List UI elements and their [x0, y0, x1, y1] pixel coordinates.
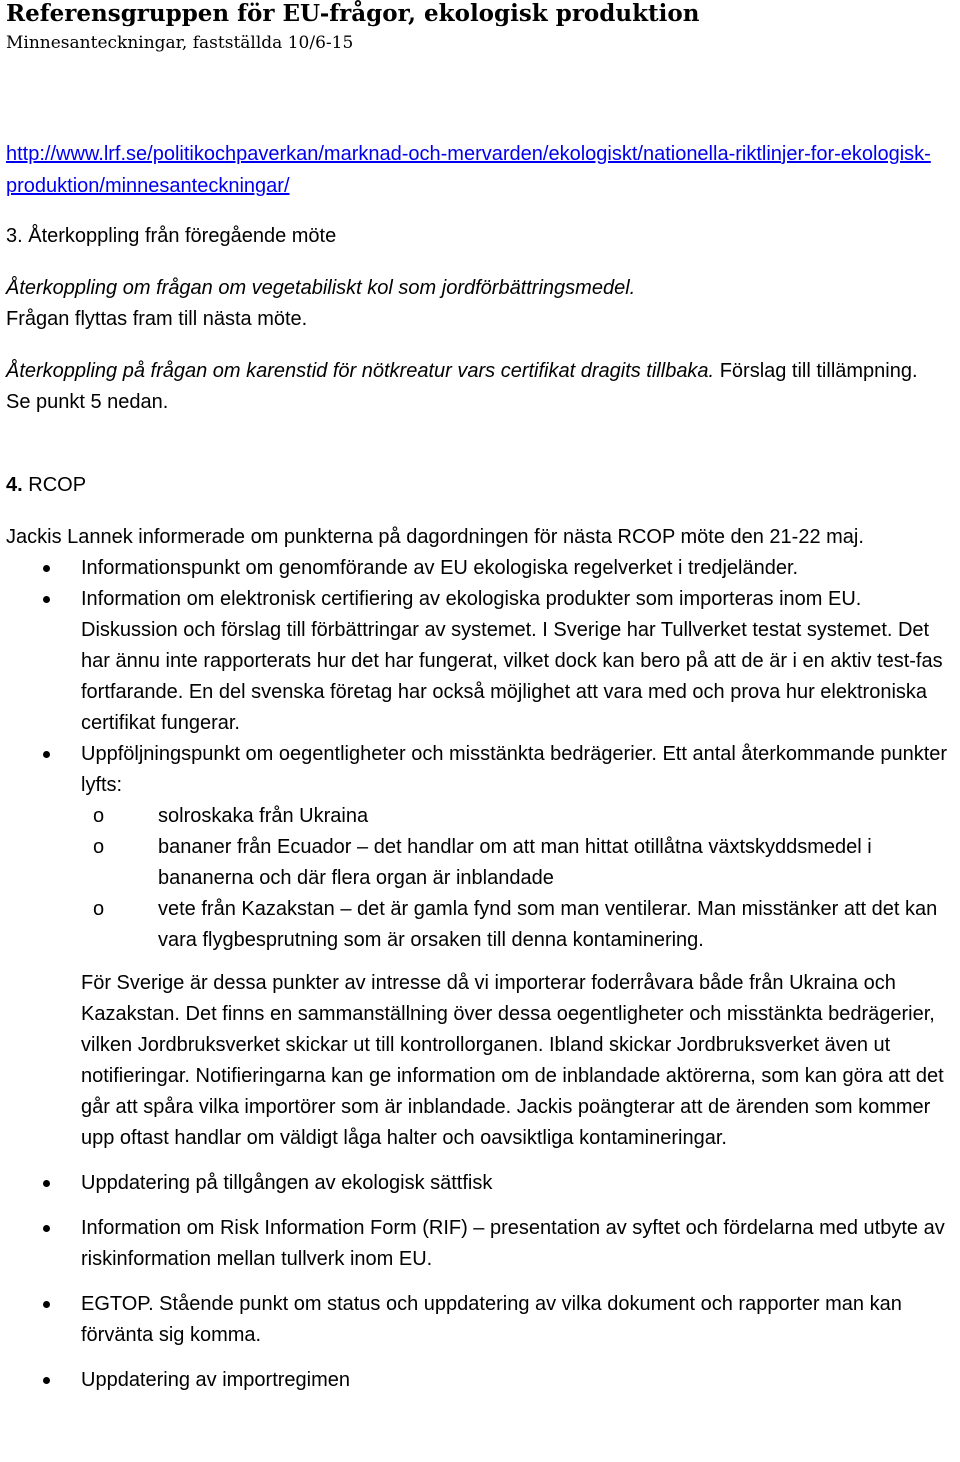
- bullet-icon: [43, 751, 50, 758]
- sub-bullet-icon: o: [93, 898, 105, 920]
- list-item: Uppföljningspunkt om oegentligheter och misstänkta bedrägerier. Ett antal återkommande punkter lyfts: o solroskaka från Ukraina o bananer från Ecuador – det handlar om att man hittat otillåtna växtskyddsmedel i bananerna och där flera organ är inblandade o vete från Kazakstan – det är gamla fynd som man ventilerar. Man misstänker att det kan vara flygbesprutning som är orsaken till denna kontaminering. För Sverige är dessa punkter av intresse då vi importerar foderråvara både från Ukraina och Kazakstan. Det finns en sammanställning över dessa oegentligheter och misstänkta bedrägerier, vilken Jordbruksverket skickar ut till kontrollorganen. Ibland skickar Jordbruksverket även ut notifieringar. Notifieringarna kan ge information om de inblandade aktörerna, som kan göra att det går att spåra vilka importörer som är inblandade. Jackis poängterar att de ärenden som kommer upp oftast handlar om väldigt låga halter och oavsiktliga kontamineringar.: [6, 739, 958, 1154]
- section-3-item-1-answer: Frågan flyttas fram till nästa möte.: [6, 308, 308, 330]
- list-item: Informationspunkt om genomförande av EU ekologiska regelverket i tredjeländer.: [6, 553, 958, 584]
- section-3-item-2-answer: Förslag till tillämpning.: [719, 360, 918, 382]
- minutes-link[interactable]: http://www.lrf.se/politikochpaverkan/marknad-och-mervarden/ekologiskt/nationella-riktlinjer-for-ekologisk-produktion/minnesanteckningar/: [6, 143, 931, 197]
- bullet-icon: [43, 565, 50, 572]
- section-3-item-2-question: Återkoppling på frågan om karenstid för nötkreatur vars certifikat dragits tillbaka.: [6, 360, 715, 382]
- section-3-item-2-text: [6, 356, 956, 387]
- list-item: o vete från Kazakstan – det är gamla fynd som man ventilerar. Man misstänker att det kan vara flygbesprutning som är orsaken till denna kontaminering.: [81, 894, 958, 956]
- section-3-item-2-reference: Se punkt 5 nedan.: [6, 391, 169, 413]
- list-item: Uppdatering på tillgången av ekologisk sättfisk: [6, 1168, 958, 1199]
- list-item: o bananer från Ecuador – det handlar om att man hittat otillåtna växtskyddsmedel i bananerna och där flera organ är inblandade: [81, 832, 958, 894]
- section-4-number: 4.: [6, 474, 23, 496]
- list-item: o solroskaka från Ukraina: [81, 801, 958, 832]
- bullet-icon: [43, 1225, 50, 1232]
- document-page: [6, 0, 958, 1391]
- bullet-icon: [43, 1180, 50, 1187]
- section-3-heading: 3. Återkoppling från föregående möte: [6, 225, 337, 247]
- list-item: Uppdatering av importregimen: [6, 1365, 958, 1396]
- bullet-icon: [43, 596, 50, 603]
- section-4: [6, 470, 958, 1396]
- section-4-heading: [6, 470, 958, 501]
- section-3-item-1-question: Återkoppling om frågan om vegetabiliskt kol som jordförbättringsmedel.: [6, 277, 636, 299]
- section-4-title: RCOP: [28, 474, 87, 496]
- sweden-paragraph: För Sverige är dessa punkter av intresse då vi importerar foderråvara både från Ukraina och Kazakstan. Det finns en sammanställning över dessa oegentligheter och misstänkta bedrägerier, vilken Jordbruksverket skickar ut till kontrollorganen. Ibland skickar Jordbruksverket även ut notifieringar. Notifieringarna kan ge information om de inblandade aktörerna, som kan göra att det går att spåra vilka importörer som är inblandade. Jackis poängterar att de ärenden som kommer upp oftast handlar om väldigt låga halter och oavsiktliga kontamineringar.: [81, 972, 944, 1149]
- document-subtitle: Minnesanteckningar, fastställda 10/6-15: [6, 33, 354, 53]
- section-4-intro: Jackis Lannek informerade om punkterna på dagordningen för nästa RCOP möte den 21-22 maj.: [6, 526, 864, 548]
- rcop-agenda-list: [6, 553, 958, 1396]
- bullet-icon: [43, 1377, 50, 1384]
- list-item: Information om elektronisk certifiering av ekologiska produkter som importeras inom EU. Diskussion och förslag till förbättringar av systemet. I Sverige har Tullverket testat systemet. Det har ännu inte rapporterats hur det har fungerat, vilket dock kan bero på att de är i en aktiv test-fas fortfarande. En del svenska företag har också möjlighet att vara med och prova hur elektroniska certifikat fungerar.: [6, 584, 958, 739]
- list-item: EGTOP. Stående punkt om status och uppdatering av vilka dokument och rapporter man kan förvänta sig komma.: [6, 1289, 958, 1351]
- document-title: Referensgruppen för EU-frågor, ekologisk produktion: [6, 0, 700, 27]
- section-3: [6, 221, 958, 418]
- fraud-cases-list: [81, 801, 958, 956]
- list-item: Information om Risk Information Form (RIF) – presentation av syftet och fördelarna med utbyte av riskinformation mellan tullverk inom EU.: [6, 1213, 958, 1275]
- sub-bullet-icon: o: [93, 836, 105, 858]
- bullet-icon: [43, 1301, 50, 1308]
- section-3-item-1: [6, 273, 958, 335]
- sub-bullet-icon: o: [93, 805, 105, 827]
- section-3-item-2: [6, 356, 958, 418]
